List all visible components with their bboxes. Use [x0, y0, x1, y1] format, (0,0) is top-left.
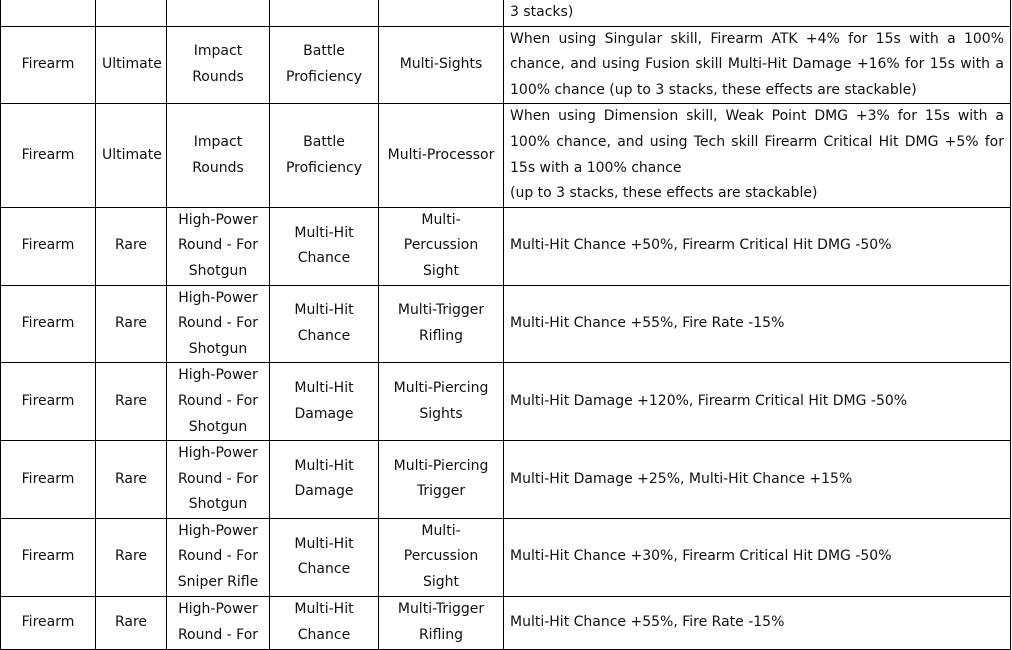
category-cell: Firearm	[1, 26, 96, 104]
socket-cell: Battle Proficiency	[270, 104, 379, 207]
category-cell: Firearm	[1, 441, 96, 519]
category-cell: Firearm	[1, 518, 96, 596]
name-cell: Multi-Trigger Rifling	[379, 285, 504, 363]
name-cell: Multi-Piercing Sights	[379, 363, 504, 441]
table-row	[1, 207, 1011, 285]
effect-cell: Multi-Hit Chance +30%, Firearm Critical Hit DMG -50%	[504, 518, 1011, 596]
effect-cell: Multi-Hit Damage +25%, Multi-Hit Chance +15%	[504, 441, 1011, 519]
effect-cell: When using Singular skill, Firearm ATK +4% for 15s with a 100% chance, and using Fusion skill Multi-Hit Damage +16% for 15s with a 100% chance (up to 3 stacks, these effects are stackable)	[504, 26, 1011, 104]
name-cell: Multi-Piercing Trigger	[379, 441, 504, 519]
effect-cell: Multi-Hit Damage +120%, Firearm Critical Hit DMG -50%	[504, 363, 1011, 441]
socket-cell: Multi-Hit Chance	[270, 596, 379, 649]
module-cell: High-Power Round - For	[167, 596, 270, 649]
name-cell: Multi-Sights	[379, 26, 504, 104]
table-row	[1, 596, 1011, 649]
effect-cell: Multi-Hit Chance +50%, Firearm Critical Hit DMG -50%	[504, 207, 1011, 285]
socket-cell	[270, 0, 379, 26]
module-cell: High-Power Round - For Shotgun	[167, 207, 270, 285]
category-cell	[1, 0, 96, 26]
name-cell: Multi-Processor	[379, 104, 504, 207]
socket-cell: Multi-Hit Chance	[270, 207, 379, 285]
table-row	[1, 363, 1011, 441]
module-cell: Impact Rounds	[167, 104, 270, 207]
name-cell: Multi-Percussion Sight	[379, 518, 504, 596]
socket-cell: Multi-Hit Damage	[270, 441, 379, 519]
module-cell: High-Power Round - For Sniper Rifle	[167, 518, 270, 596]
module-cell: High-Power Round - For Shotgun	[167, 285, 270, 363]
tier-cell: Rare	[96, 285, 167, 363]
name-cell: Multi-Trigger Rifling	[379, 596, 504, 649]
tier-cell: Rare	[96, 363, 167, 441]
module-table-body	[1, 0, 1011, 649]
table-row	[1, 26, 1011, 104]
effect-cell: Multi-Hit Chance +55%, Fire Rate -15%	[504, 285, 1011, 363]
category-cell: Firearm	[1, 596, 96, 649]
category-cell: Firearm	[1, 285, 96, 363]
module-cell: High-Power Round - For Shotgun	[167, 441, 270, 519]
category-cell: Firearm	[1, 104, 96, 207]
module-cell: Impact Rounds	[167, 26, 270, 104]
name-cell	[379, 0, 504, 26]
module-cell	[167, 0, 270, 26]
table-row	[1, 0, 1011, 26]
table-row	[1, 518, 1011, 596]
socket-cell: Multi-Hit Chance	[270, 285, 379, 363]
table-row	[1, 285, 1011, 363]
category-cell: Firearm	[1, 363, 96, 441]
socket-cell: Multi-Hit Damage	[270, 363, 379, 441]
tier-cell: Rare	[96, 441, 167, 519]
socket-cell: Battle Proficiency	[270, 26, 379, 104]
socket-cell: Multi-Hit Chance	[270, 518, 379, 596]
tier-cell: Ultimate	[96, 26, 167, 104]
name-cell: Multi-Percussion Sight	[379, 207, 504, 285]
table-row	[1, 104, 1011, 207]
tier-cell: Ultimate	[96, 104, 167, 207]
effect-cell: When using Dimension skill, Weak Point DMG +3% for 15s with a 100% chance, and using Tech skill Firearm Critical Hit DMG +5% for 15s with a 100% chance (up to 3 stacks, these effects are stackable)	[504, 104, 1011, 207]
tier-cell: Rare	[96, 207, 167, 285]
tier-cell: Rare	[96, 518, 167, 596]
effect-cell: 3 stacks)	[504, 0, 1011, 26]
tier-cell: Rare	[96, 596, 167, 649]
module-cell: High-Power Round - For Shotgun	[167, 363, 270, 441]
table-row	[1, 441, 1011, 519]
category-cell: Firearm	[1, 207, 96, 285]
tier-cell	[96, 0, 167, 26]
effect-cell: Multi-Hit Chance +55%, Fire Rate -15%	[504, 596, 1011, 649]
